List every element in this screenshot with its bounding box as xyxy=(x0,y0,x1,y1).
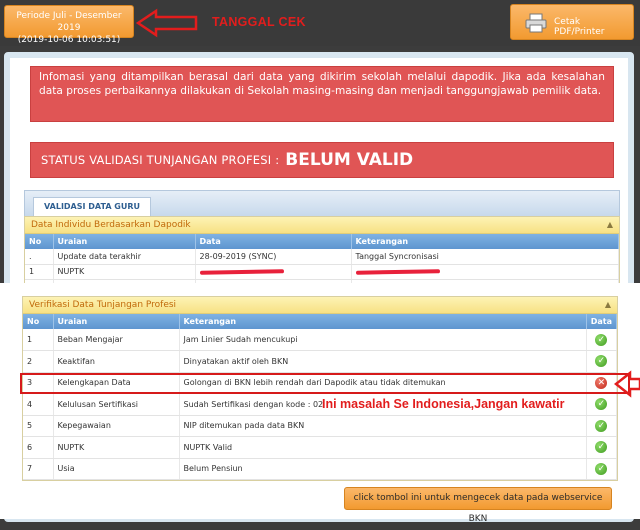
date-check-annotation: TANGGAL CEK xyxy=(212,15,306,29)
column-header: Data xyxy=(195,234,351,249)
status-alert xyxy=(30,142,614,178)
column-header: Uraian xyxy=(53,314,179,329)
cell-uraian: Kepegawaian xyxy=(53,415,179,437)
cell-ket: Tanggal Syncronisasi xyxy=(351,249,619,264)
check-ok-icon: ✓ xyxy=(595,355,607,367)
check-ok-icon: ✓ xyxy=(595,334,607,346)
check-bkn-button[interactable]: click tombol ini untuk mengecek data pada webservice BKN xyxy=(344,487,612,510)
individu-header[interactable] xyxy=(25,217,619,234)
left-arrow-annotation-icon xyxy=(136,8,200,38)
column-header: Keterangan xyxy=(179,314,586,329)
cell-ket: Dinyatakan aktif oleh BKN xyxy=(179,351,586,373)
cell-no: 5 xyxy=(23,415,53,437)
cell-uraian: Kelengkapan Data xyxy=(53,372,179,394)
table-row xyxy=(25,249,619,264)
table-row xyxy=(25,264,619,279)
cell-uraian: Update data terakhir xyxy=(53,249,195,264)
cell-no: 2 xyxy=(23,351,53,373)
print-label: Cetak PDF/Printer xyxy=(554,17,605,37)
cell-status xyxy=(586,458,616,480)
tab-bar xyxy=(24,190,620,216)
redaction-mark xyxy=(199,269,283,274)
cell-uraian: NUPTK xyxy=(53,437,179,459)
cell-uraian: Kelulusan Sertifikasi xyxy=(53,394,179,416)
tab-validasi-data-guru[interactable]: VALIDASI DATA GURU xyxy=(33,197,151,217)
cell-uraian: NUPTK xyxy=(53,264,195,279)
cell-ket: Belum Pensiun xyxy=(179,458,586,480)
cell-no: 4 xyxy=(23,394,53,416)
collapse-icon[interactable]: ▲ xyxy=(604,300,611,309)
status-label: STATUS VALIDASI TUNJANGAN PROFESI : xyxy=(41,153,280,167)
cell-uraian: Keaktifan xyxy=(53,351,179,373)
cell-status xyxy=(586,415,616,437)
check-ok-icon: ✓ xyxy=(595,463,607,475)
printer-icon xyxy=(525,13,547,33)
table-row xyxy=(23,351,617,373)
cell-no: . xyxy=(25,249,53,264)
issue-annotation: Ini masalah Se Indonesia,Jangan kawatir xyxy=(322,397,565,411)
period-label: Periode Juli - Desember 2019 xyxy=(16,11,122,33)
highlight-box xyxy=(20,373,630,394)
column-header: Uraian xyxy=(53,234,195,249)
info-alert: Infomasi yang ditampilkan berasal dari data yang dikirim sekolah melalui dapodik. Jika ada kesalahan data proses perbaikannya dilakukan di Sekolah masing-masing dan menjadi tanggungjawab pemilik data. xyxy=(30,66,614,122)
cell-status xyxy=(586,437,616,459)
individu-title: Data Individu Berdasarkan Dapodik xyxy=(31,220,191,230)
cell-ket: NUPTK Valid xyxy=(179,437,586,459)
redaction-mark xyxy=(355,269,439,274)
column-header: Keterangan xyxy=(351,234,619,249)
period-timestamp: (2019-10-06 10:03:51) xyxy=(17,35,121,45)
cell-no: 6 xyxy=(23,437,53,459)
verifikasi-header[interactable] xyxy=(23,297,617,314)
cell-status xyxy=(586,329,616,351)
cell-uraian: Beban Mengajar xyxy=(53,329,179,351)
print-pdf-button[interactable] xyxy=(510,4,634,40)
cell-ket: NIP ditemukan pada data BKN xyxy=(179,415,586,437)
cell-status xyxy=(586,394,616,416)
check-ok-icon: ✓ xyxy=(595,420,607,432)
cell-no: 7 xyxy=(23,458,53,480)
cell-no: 3 xyxy=(23,372,53,394)
cell-no: 1 xyxy=(23,329,53,351)
cell-status xyxy=(586,351,616,373)
cell-ket: Jam Linier Sudah mencukupi xyxy=(179,329,586,351)
collapse-icon[interactable]: ▲ xyxy=(606,220,613,229)
verifikasi-title: Verifikasi Data Tunjangan Profesi xyxy=(29,300,177,310)
cell-ket: Golongan di BKN lebih rendah dari Dapodik atau tidak ditemukan xyxy=(179,372,586,394)
cell-data: 28-09-2019 (SYNC) xyxy=(195,249,351,264)
table-row xyxy=(23,458,617,480)
check-ok-icon: ✓ xyxy=(595,398,607,410)
column-header: No xyxy=(23,314,53,329)
cell-no: 1 xyxy=(25,264,53,279)
cell-data-redacted xyxy=(195,264,351,279)
check-ok-icon: ✓ xyxy=(595,441,607,453)
error-x-icon: ✕ xyxy=(595,377,607,389)
cell-ket-redacted xyxy=(351,264,619,279)
status-value: BELUM VALID xyxy=(285,150,414,170)
cell-ket: Sudah Sertifikasi dengan kode : 02 xyxy=(179,394,586,416)
cell-uraian: Usia xyxy=(53,458,179,480)
top-bar xyxy=(0,0,640,46)
column-header: No xyxy=(25,234,53,249)
left-arrow-annotation-icon xyxy=(614,370,640,398)
table-row xyxy=(23,329,617,351)
table-row xyxy=(23,415,617,437)
period-button[interactable] xyxy=(4,5,134,45)
column-header: Data xyxy=(586,314,616,329)
table-row xyxy=(23,437,617,459)
